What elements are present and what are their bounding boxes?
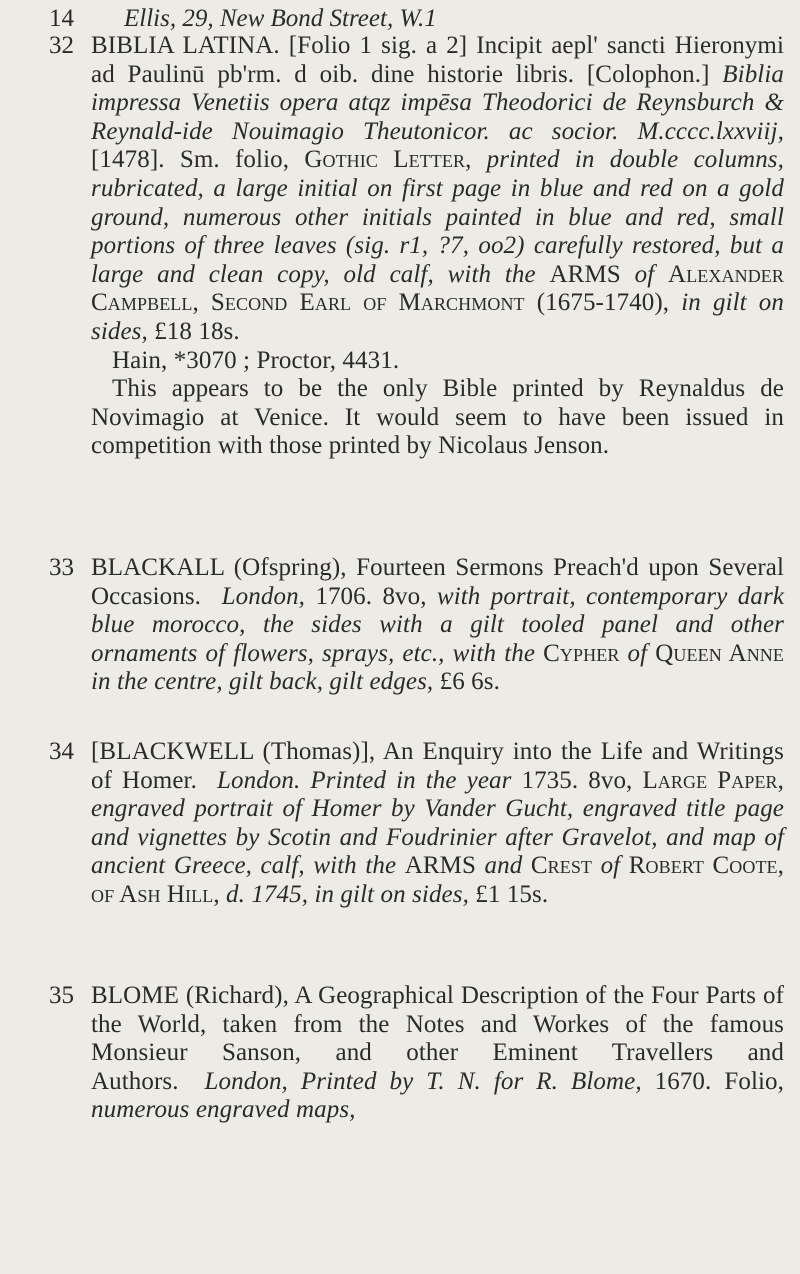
description-text: engraved portrait of Homer by Vander Gucht, engraved title page and vignettes by Scotin and Foudrinier after Gravelot, and map of ancient Greece, calf, with the (91, 795, 784, 880)
entry-number: 33 (49, 554, 74, 581)
running-title: Ellis, 29, New Bond Street, W.1 (124, 5, 437, 32)
price: £1 15s. (468, 880, 549, 908)
description-text-2: in the centre, gilt back, gilt edges, (91, 668, 434, 696)
author-title: [BLACKWELL (Thomas)], An Enquiry into the Life and Writings of Homer. (91, 738, 784, 794)
author-title: BLOME (Richard), A Geographical Description of the Four Parts of the World, taken from the Notes and Workes of the famous Monsieur Sanson, and other Eminent Travellers and Authors. (91, 982, 784, 1095)
colophon-text: Biblia impressa Venetiis opera atqz impēsa Theodorici de Reynsburch & Reynald-ide Nouimagio Theutonicor. ac socior. M.cccc.lxxviij, (91, 60, 784, 145)
description-text: printed in double columns, rubricated, a large initial on first page in blue and red on a gold ground, numerous other initials painted in blue and red, small portions of three leaves (sig. r1, ?7, oo2) carefully restored, but a large and clean copy, old calf, with the (91, 146, 784, 288)
description-text: with portrait, contemporary dark blue morocco, the sides with a gilt tooled panel and other ornaments of flowers, sprays, etc., with the (91, 582, 785, 667)
entry-number: 32 (49, 32, 74, 59)
cypher-label: Cypher (543, 639, 620, 667)
catalogue-entry-35 (49, 982, 784, 1125)
large-paper-label: Large Paper, (642, 766, 784, 794)
provenance-owner: Robert Coote, of Ash Hill, (91, 852, 784, 908)
price: £6 6s. (433, 668, 500, 696)
description-text: numerous engraved maps, (91, 1096, 356, 1124)
entry-title: BIBLIA LATINA. (91, 32, 280, 59)
crest-label: Crest (530, 852, 593, 880)
catalogue-entry-33 (49, 554, 784, 697)
place: London. (217, 766, 301, 794)
printed-text: Printed in the year (300, 766, 512, 794)
imprint: 1735. 8vo, (511, 766, 643, 794)
provenance-owner: Alexander Campbell, Second Earl of Marchmont (91, 260, 784, 317)
page-number: 14 (49, 5, 74, 32)
incipit-text: [Folio 1 sig. a 2] Incipit aepl' sancti Hieronymi ad Paulinū pb'rm. d oib. dine historie libris. [Colophon.] (91, 32, 785, 88)
entry-text (91, 738, 784, 910)
reference: Hain, *3070 ; Proctor, 4431. (112, 346, 400, 374)
imprint: 1670. Folio, (641, 1067, 784, 1095)
entry-text (91, 554, 784, 697)
arms-label: ARMS (549, 260, 621, 288)
owner-dates: (1675-1740), (524, 289, 682, 317)
entry-text (91, 32, 784, 461)
binding-text: in gilt on sides, (91, 289, 784, 345)
catalogue-entry-32 (49, 32, 784, 461)
place: London, (221, 582, 306, 610)
binding-text: in gilt on sides, (314, 880, 469, 908)
date-format-text: [1478]. Sm. folio, (91, 146, 305, 174)
place: London, Printed by T. N. for R. Blome, (204, 1067, 642, 1095)
provenance-owner: Queen Anne (655, 639, 784, 667)
of-text: of (592, 852, 629, 880)
entry-note: This appears to be the only Bible printed by Reynaldus de Novimagio at Venice. It would seem to have been issued in competition with those printed by Nicolaus Jenson. (91, 375, 784, 460)
entry-number: 34 (49, 738, 74, 765)
entry-number: 35 (49, 982, 74, 1009)
imprint: 1706. 8vo, (305, 582, 437, 610)
author-title: BLACKALL (Ofspring), Fourteen Sermons Preach'd upon Several Occasions. (91, 554, 784, 610)
and-text: and (475, 852, 531, 880)
owner-dates: d. 1745, (219, 880, 315, 908)
of-text: of (620, 260, 669, 288)
of-text: of (619, 639, 656, 667)
price: £18 18s. (147, 317, 240, 345)
entry-text (91, 982, 784, 1125)
arms-label: ARMS (404, 852, 476, 880)
catalogue-entry-34 (49, 738, 784, 910)
gothic-letter: Gothic Letter, (304, 146, 472, 174)
